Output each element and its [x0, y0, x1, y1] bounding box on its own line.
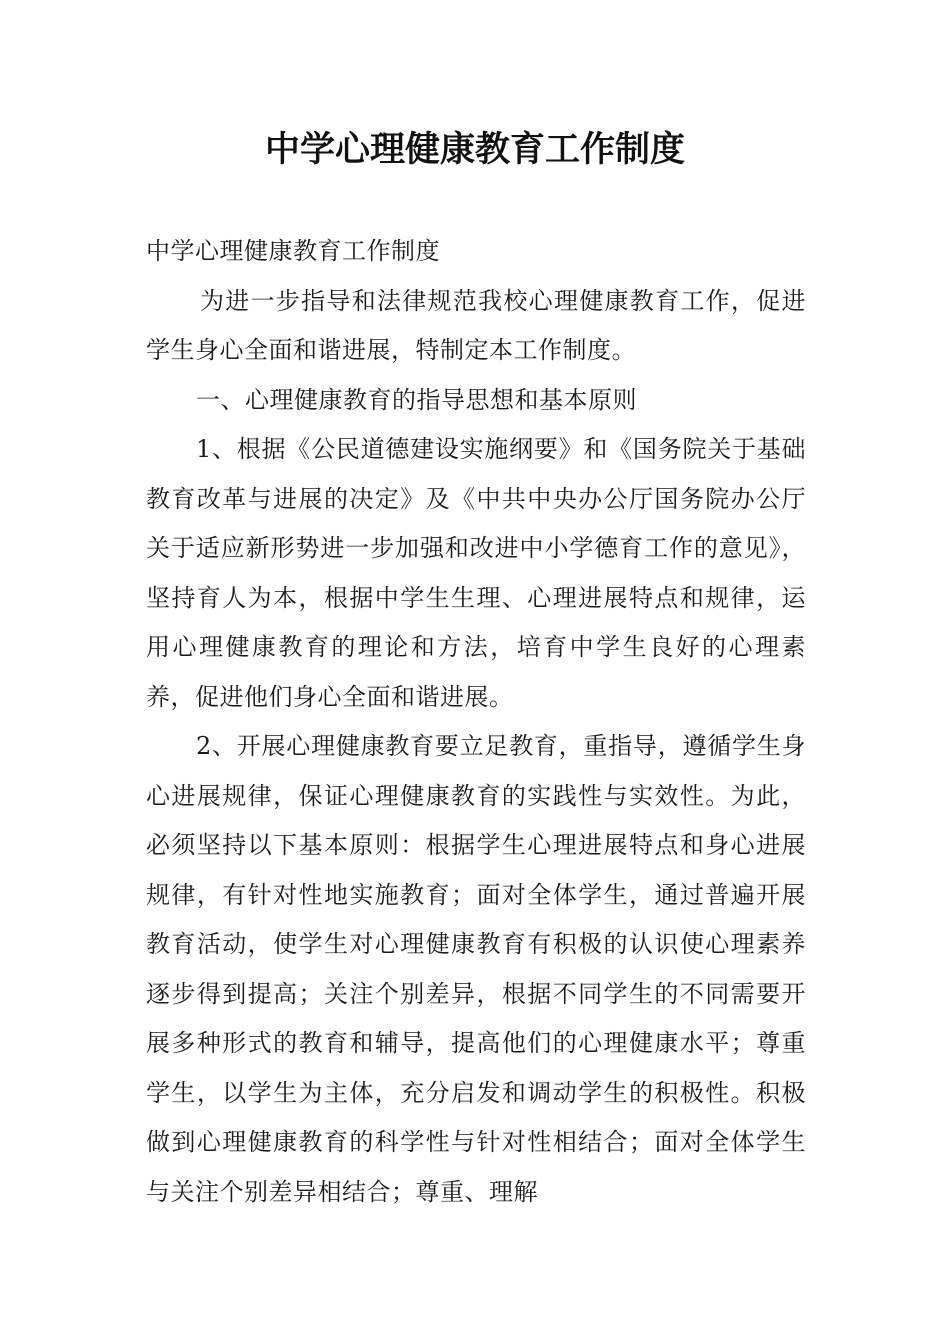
clause-1-paragraph: 1、根据《公民道德建设实施纲要》和《国务院关于基础教育改革与进展的决定》及《中共中央办公厅国务院办公厅关于适应新形势进一步加强和改进中小学德育工作的意见》，坚持育人为本，根据中学生生理、心理进展特点和规律，运用心理健康教育的理论和方法，培育中学生良好的心理素养，促进他们身心全面和谐进展。 — [146, 435, 806, 711]
intro-paragraph: 为进一步指导和法律规范我校心理健康教育工作，促进学生身心全面和谐进展，特制定本工作制度。 — [146, 286, 806, 364]
document-title: 中学心理健康教育工作制度 — [264, 130, 685, 170]
section-heading: 一、心理健康教育的指导思想和基本原则 — [196, 385, 637, 414]
subtitle-paragraph: 中学心理健康教育工作制度 — [146, 237, 440, 265]
document-body — [146, 227, 806, 1217]
clause-2-paragraph: 2、开展心理健康教育要立足教育，重指导，遵循学生身心进展规律，保证心理健康教育的实践性与实效性。为此，必须坚持以下基本原则：根据学生心理进展特点和身心进展规律，有针对性地实施教育；面对全体学生，通过普遍开展教育活动，使学生对心理健康教育有积极的认识使心理素养逐步得到提高；关注个别差异，根据不同学生的不同需要开展多种形式的教育和辅导，提高他们的心理健康水平；尊重学生，以学生为主体，充分启发和调动学生的积极性。积极做到心理健康教育的科学性与针对性相结合；面对全体学生与关注个别差异相结合；尊重、理解 — [146, 732, 806, 1206]
